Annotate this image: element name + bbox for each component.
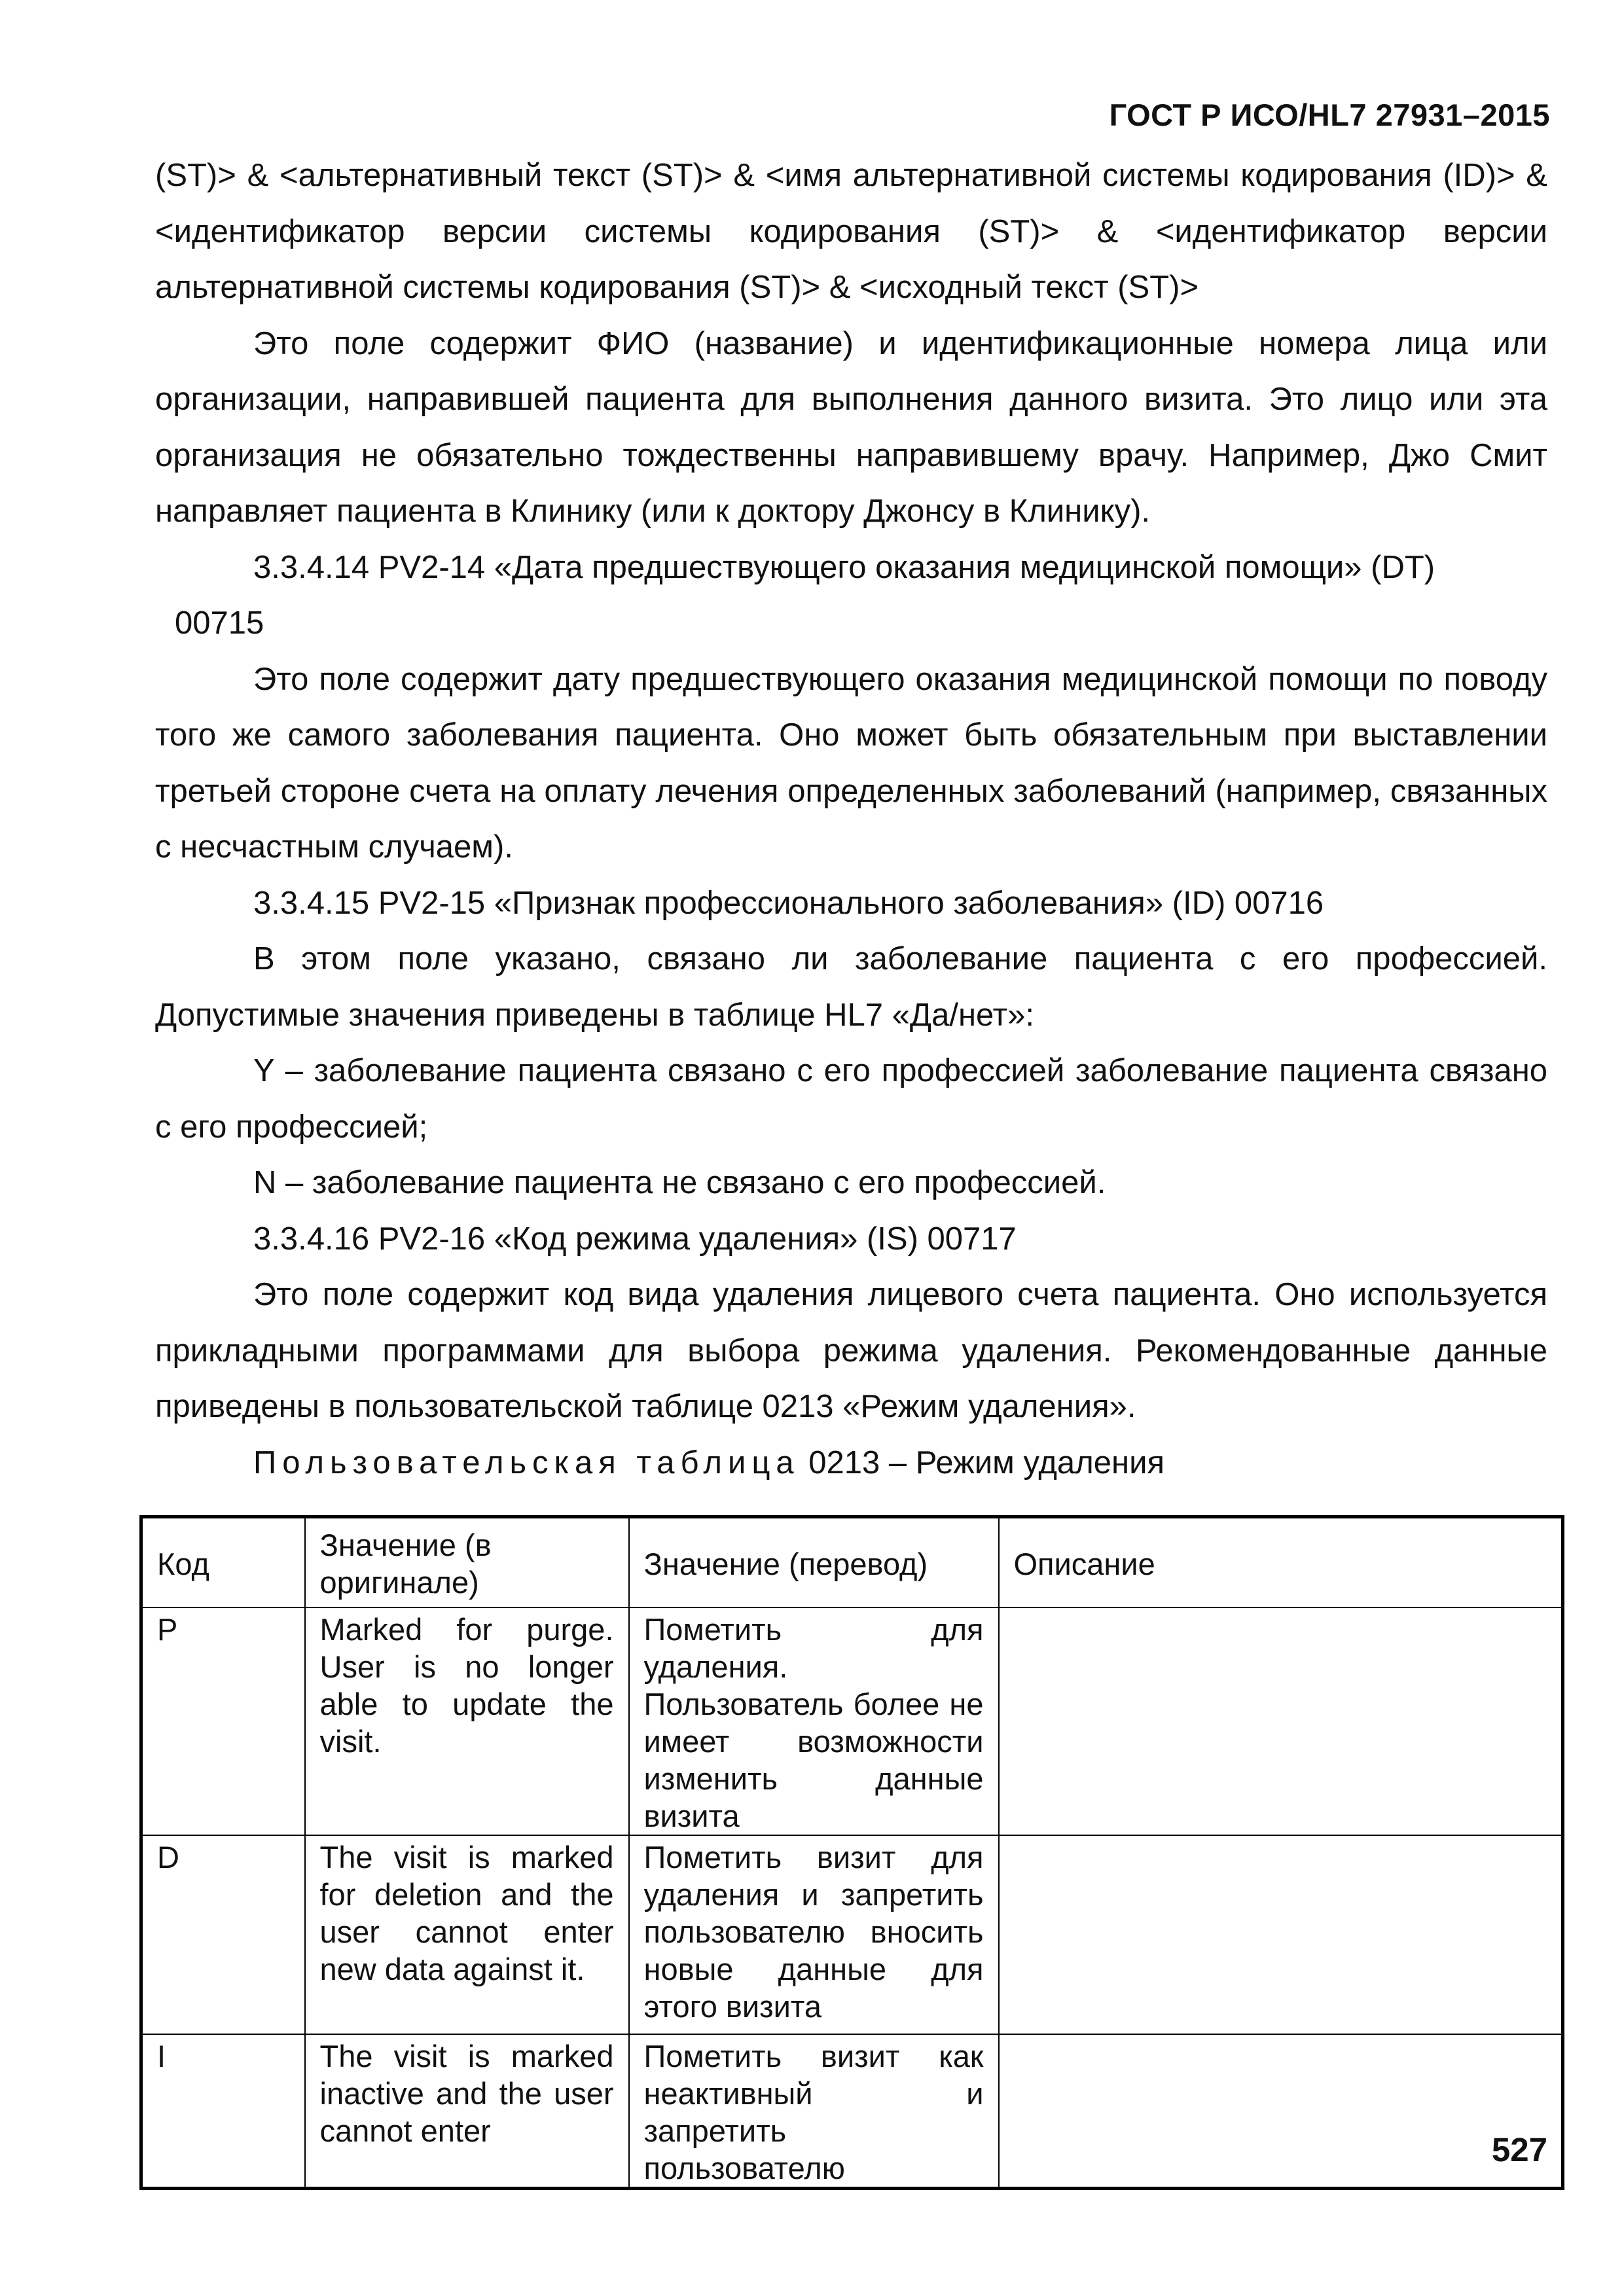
table-caption-rest: 0213 – Режим удаления — [799, 1444, 1164, 1480]
standard-header: ГОСТ Р ИСО/HL7 27931–2015 — [1109, 98, 1550, 132]
header-translation: Значение (перевод) — [629, 1517, 999, 1607]
value-y-description: Y – заболевание пациента связано с его профессией заболевание пациента связано с его профессией; — [155, 1053, 1547, 1145]
cell-translation: Пометить визит как неактивный и запретить пользователю — [629, 2034, 999, 2189]
cell-original: The visit is marked inactive and the user cannot enter — [305, 2034, 629, 2189]
section-number-00715: 00715 — [175, 605, 264, 641]
cell-description — [999, 1835, 1563, 2034]
paragraph-employment-illness: В этом поле указано, связано ли заболевание пациента с его профессией. Допустимые значения приведены в таблице HL7 «Да/нет»: — [155, 941, 1547, 1033]
cell-translation: Пометить визит для удаления и запретить пользователю вносить новые данные для этого визита — [629, 1835, 999, 2034]
paragraph-previous-service-date: Это поле содержит дату предшествующего оказания медицинской помощи по поводу того же самого заболевания пациента. Оно может быть обязательным при выставлении третьей стороне счета на оплату лечения определенных заболеваний (например, связанных с несчастным случаем). — [155, 661, 1547, 865]
cell-code: I — [141, 2034, 305, 2189]
cell-code: P — [141, 1607, 305, 1835]
cell-description — [999, 2034, 1563, 2189]
cell-translation: Пометить для удаления. Пользователь более не имеет возможности изменить данные визита — [629, 1607, 999, 1835]
section-heading-pv2-15: 3.3.4.15 PV2-15 «Признак профессионального заболевания» (ID) 00716 — [253, 885, 1324, 921]
paragraph-referral-description: Это поле содержит ФИО (название) и идентификационные номера лица или организации, направившей пациента для выполнения данного визита. Это лицо или эта организация не обязательно тождественны направившему врачу. Например, Джо Смит направляет пациента в Клинику (или к доктору Джонсу в Клинику). — [155, 325, 1547, 529]
paragraph-purge-status: Это поле содержит код вида удаления лицевого счета пациента. Оно используется прикладными программами для выбора режима удаления. Рекомендованные данные приведены в пользовательской таблице 0213 «Режим удаления». — [155, 1277, 1547, 1424]
document-body — [155, 148, 1547, 1491]
value-n-description: N – заболевание пациента не связано с его профессией. — [253, 1165, 1106, 1200]
section-heading-pv2-16: 3.3.4.16 PV2-16 «Код режима удаления» (IS) 00717 — [253, 1221, 1017, 1257]
purge-status-table — [139, 1515, 1564, 2190]
header-original: Значение (в оригинале) — [305, 1517, 629, 1607]
paragraph-field-format: (ST)> & <альтернативный текст (ST)> & <имя альтернативной системы кодирования (ID)> & <идентификатор версии системы кодирования (ST)> & <идентификатор версии альтернативной системы кодирования (ST)> & <исходный текст (ST)> — [155, 158, 1547, 305]
table-row — [141, 1835, 1563, 2034]
cell-original: The visit is marked for deletion and the user cannot enter new data against it. — [305, 1835, 629, 2034]
table-header-row — [141, 1517, 1563, 1607]
section-heading-pv2-14: 3.3.4.14 PV2-14 «Дата предшествующего оказания медицинской помощи» (DT) — [253, 549, 1435, 585]
page-number: 527 — [1491, 2131, 1547, 2168]
table-row — [141, 2034, 1563, 2189]
cell-original: Marked for purge. User is no longer able to update the visit. — [305, 1607, 629, 1835]
cell-description — [999, 1607, 1563, 1835]
table-caption-prefix: Пользовательская таблица — [253, 1444, 800, 1480]
header-code: Код — [141, 1517, 305, 1607]
table-row — [141, 1607, 1563, 1835]
table-caption — [155, 1435, 1547, 1492]
cell-code: D — [141, 1835, 305, 2034]
header-description: Описание — [999, 1517, 1563, 1607]
